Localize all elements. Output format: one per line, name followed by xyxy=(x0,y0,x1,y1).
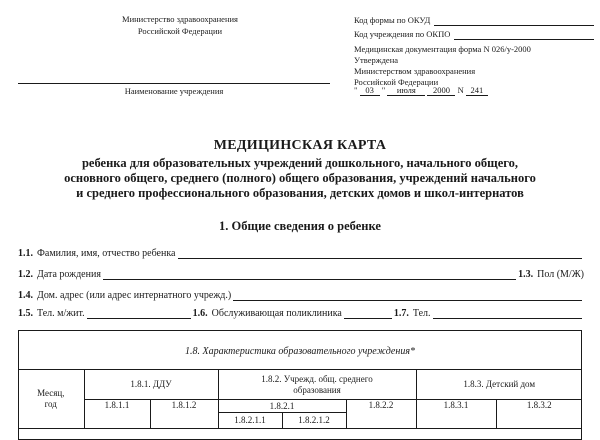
doc-form-label: Медицинская документация форма N 026/у-2000 xyxy=(354,44,531,54)
field-label: Фамилия, имя, отчество ребенка xyxy=(37,248,176,259)
section-heading: 1. Общие сведения о ребенке xyxy=(219,219,381,233)
okpo-row xyxy=(354,26,594,40)
address-field[interactable] xyxy=(233,290,582,301)
polyclinic-field[interactable] xyxy=(344,308,392,319)
field-number: 1.5. xyxy=(18,308,33,319)
month-year-label-line-1: Месяц, xyxy=(37,388,65,398)
subtitle-line-1: ребенка для образовательных учреждений дошкольного, начального общего, xyxy=(81,156,519,170)
field-number: 1.1. xyxy=(18,248,33,259)
full-name-field[interactable] xyxy=(178,248,583,259)
okud-field[interactable] xyxy=(434,16,594,26)
order-day: 03 xyxy=(360,85,380,96)
okpo-field[interactable] xyxy=(454,30,594,40)
institution-name-line[interactable] xyxy=(18,83,330,84)
field-number: 1.7. xyxy=(393,308,409,319)
quote-open: " xyxy=(354,85,358,95)
okpo-label: Код учреждения по ОКПО xyxy=(354,29,451,39)
field-label: Обслуживающая поликлиника xyxy=(211,308,342,319)
col-1811: 1.8.1.1 xyxy=(84,400,150,429)
approved-label: Утверждена xyxy=(354,55,399,65)
form-codes-block xyxy=(354,12,594,88)
document-title: МЕДИЦИНСКАЯ КАРТА xyxy=(213,138,387,153)
field-label: Тел. xyxy=(412,308,431,319)
order-number-label: N xyxy=(457,85,464,95)
month-year-label-line-2: год xyxy=(44,399,57,409)
col-18212: 1.8.2.1.2 xyxy=(282,413,346,429)
school-header-line-2: образования xyxy=(293,384,341,395)
ministry-approval-line-1: Министерством здравоохранения xyxy=(354,66,476,76)
field-number: 1.3. xyxy=(518,269,534,280)
month-year-header xyxy=(18,370,84,429)
field-label: Дата рождения xyxy=(37,269,101,280)
subtitle-line-3: и среднего профессионального образования, детских домов и школ-интернатов xyxy=(76,186,524,200)
field-row-birth-date xyxy=(18,266,584,280)
field-row-address xyxy=(18,287,584,301)
field-label: Тел. м/жит. xyxy=(37,308,85,319)
ministry-line-1: Министерство здравоохранения xyxy=(122,14,238,24)
ministry-line-2: Российской Федерации xyxy=(137,26,223,36)
col-1812: 1.8.1.2 xyxy=(150,400,218,429)
home-phone-field[interactable] xyxy=(87,308,191,319)
col-1822: 1.8.2.2 xyxy=(346,400,416,429)
col-1831: 1.8.3.1 xyxy=(416,400,496,429)
col-1832: 1.8.3.2 xyxy=(496,400,582,429)
table-title: 1.8. Характеристика образовательного учреждения* xyxy=(185,346,415,357)
field-label: Дом. адрес (или адрес интернатного учрежд.) xyxy=(37,290,232,301)
col-18211: 1.8.2.1.1 xyxy=(218,413,282,429)
school-header-line-1: 1.8.2. Учрежд. общ. среднего xyxy=(261,373,373,384)
subtitle-line-2: основного общего, среднего (полного) общего образования, учреждений начального xyxy=(64,171,536,185)
birth-date-field[interactable] xyxy=(103,269,516,280)
order-year: 2000 xyxy=(427,85,455,96)
order-date-line xyxy=(354,85,488,96)
field-number: 1.4. xyxy=(18,290,33,301)
field-row-full-name xyxy=(18,245,584,259)
field-number: 1.6. xyxy=(192,308,208,319)
field-number: 1.2. xyxy=(18,269,33,280)
document-subtitle xyxy=(0,156,600,201)
okud-label: Код формы по ОКУД xyxy=(354,15,431,25)
institution-name-caption: Наименование учреждения xyxy=(124,86,224,96)
okud-row xyxy=(354,12,594,26)
ddu-header: 1.8.1. ДДУ xyxy=(84,370,218,400)
ministry-approval-line-2: Российской Федерации xyxy=(354,77,439,87)
phone-field[interactable] xyxy=(433,308,582,319)
order-month: июля xyxy=(387,85,425,96)
field-row-phones xyxy=(18,305,584,319)
orphanage-header: 1.8.3. Детский дом xyxy=(416,370,582,400)
quote-close: " xyxy=(381,85,386,95)
institution-table xyxy=(18,369,582,429)
gender-label: Пол (М/Ж) xyxy=(537,269,584,280)
order-number: 241 xyxy=(466,85,488,96)
col-1821: 1.8.2.1 xyxy=(218,400,346,413)
school-header xyxy=(218,370,416,400)
ministry-header xyxy=(100,13,260,37)
